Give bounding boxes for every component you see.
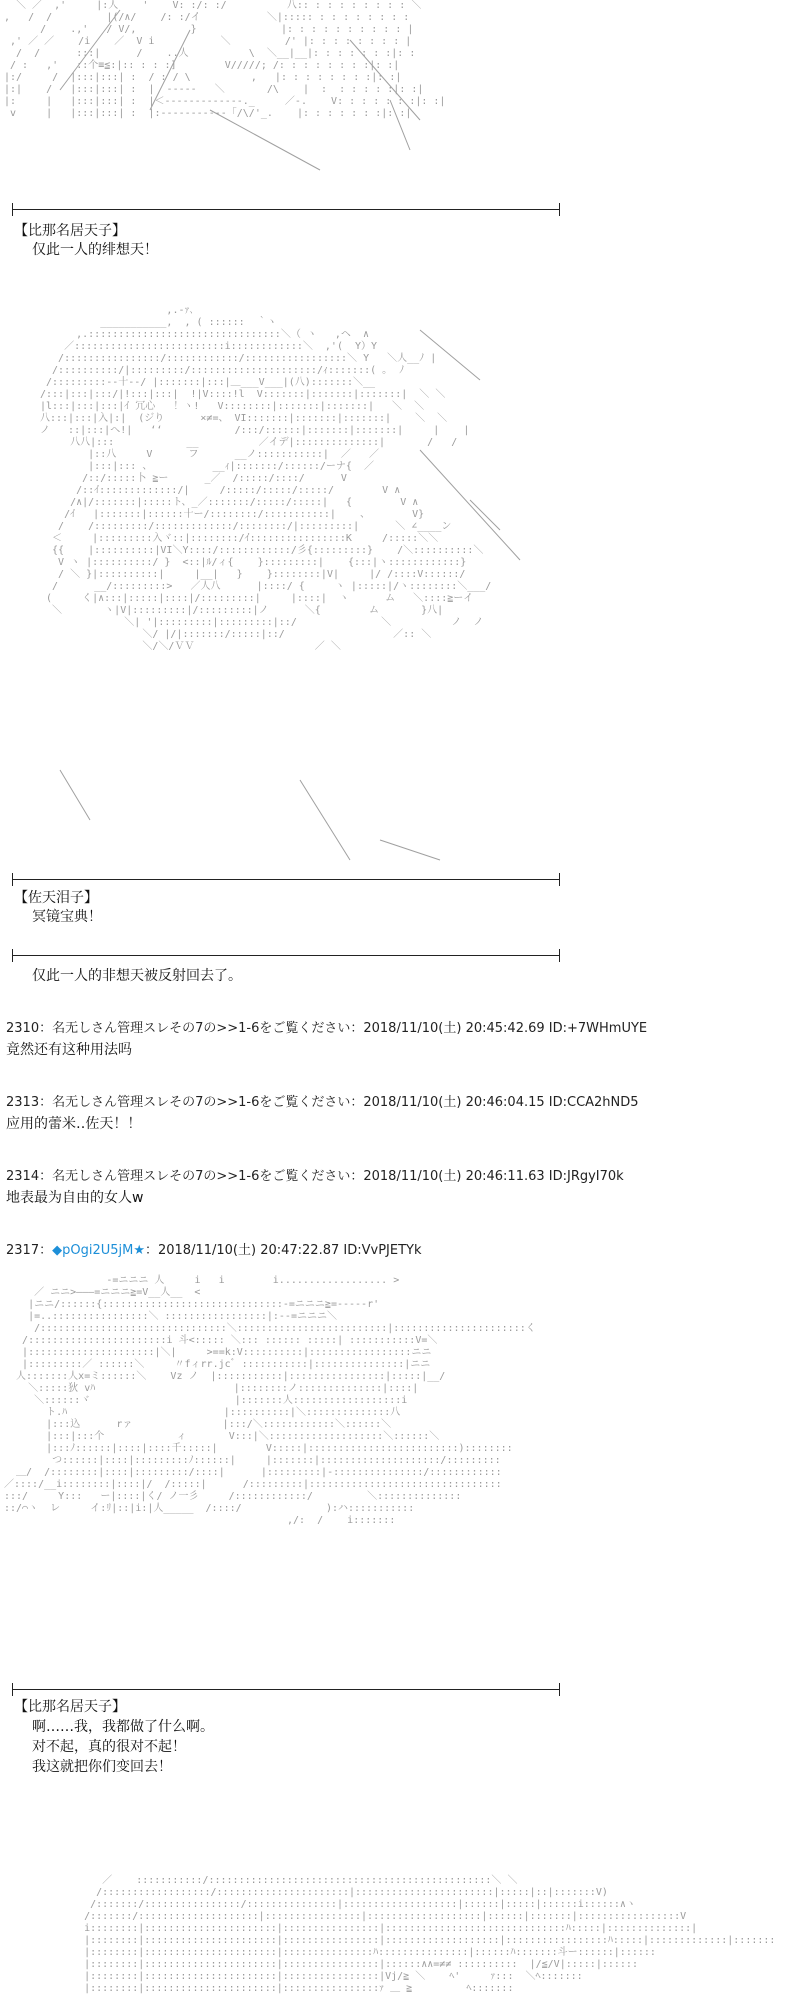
narration-line: 仅此一人的非想天被反射回去了。 — [32, 968, 242, 984]
divider-endcap-right — [559, 1683, 560, 1696]
ascii-art-panel-2: ,.‐ｧ､ ___________, , ( :::::: ｀ヽ ,.::::::::::::::::::::::::::::::::＼（ ヽ ,ヘ ∧ ／:::::::::::::::::::::::::i::::::::::::＼ ,'( Y）Y /::::::::::::::::/::::::::::::/:::::::::::::::::＼ Y ＼人__ﾉ | /::::::::::/|:::::::::/:::::::::::::::::::::/ｨ:::::::( ｡ ﾉ /:::::::::--十--/ |:::::::|:::|＿___V___|(八):::::::＼__ /:::|:::|:::/|!:::|:::| !|V::::!l V:::::::|:::::::|:::::::| ＼ ＼ |l:::|:::|:::|ｲ 冗心 ！ヽ! V::::::::|:::::::|:::::::| ＼ ＼ 八:::|:::|入|:| (ジり ×≠=、 VI:::::::|:::::::|:::::::| ＼ ＼ ノ ::|:::|へ!| ‘‘ /:::/::::::|:::::::|:::::::| | | 八八|::: __ ／イデ|::::::::::::::| / / |::八 V フ __ノ:::::::::::| ／ ／ |:::|::: 、 __ｨ|:::::::/::::::/ーナ{ ／ /::/:::::卜 ≧ー _／ /:::::/::::/ V /::ｲ:::::::::::::/| /:::::/:::::/:::::/ V ∧ /∧|/:::::::|:::::ト、_／:::::::/:::::/:::::| { V ∧ /ｲ |:::::::|::::::十ー/::::::::/:::::::::::| 、 V} / /:::::::::/:::::::::::::/::::::::/|:::::::::| ＼ ∠____ン ＜ |:::::::::入ヾ::|::::::::/ｲ::::::::::::::::K /:::::＼＼ {{ |::::::::::|VI＼Y::::/::::::::::::/彡{:::::::::} /＼::::::::::＼ V ヽ |::::::::::/ } <::|ﾙ/ィ{ }:::::::::| {:::|ヽ::::::::::::} / ＼ }|::::::::::| |__| } }::::::::|V| |/ /::::V::::::/ / __/:::::::::> ／人八 |::::/ { ヽ |:::::|/ヽ::::::::＼___/ ( く|∧:::|:::::|::::|/:::::::::| |::::| ヽ ム ＼::::≧ーイ ＼ ヽ|V|:::::::::|/:::::::::|ノ ＼{ ム }八| ＼| '|:::::::::|:::::::::|::/ ＼ ノ ノ ＼/ |/|:::::::/:::::|::/ ／:: ＼ ＼/＼/ＶＶ ／ ＼ — [40, 305, 492, 652]
star-icon: ★ — [133, 1243, 145, 1258]
post-meta: ：2018/11/10(土) 20:47:22.87 ID:VvPJETYk — [144, 1243, 422, 1258]
post-header: 2314：名无しさん管理スレその7の>>1-6をご覧ください：2018/11/10(土) 20:46:11.63 ID:JRgyI70k — [6, 1169, 624, 1184]
divider-endcap-right — [559, 949, 560, 962]
ascii-art-panel-3: -=ニニニ 人 i i i.................. > ／ ニニ>―――=ニニニ≧=V__人__ < |ニニ/::::::{::::::::::::::::::::::::::::::-=ニニニ≧=-----r' |=..::::::::::::::::＼ :::::::::::::::::|:--=ニニニ＼ /:::::::::::::::::::::::::::::::＼:::::::::::::::::::::::::|::::::::::::::::::::::く /:::::::::::::::::::::::i 斗<::::: ＼::: :::::: :::::| :::::::::::V=＼ |:::::::::::::::::::::|＼| >==k:V::::::::::|:::::::::::::::::ニニ |:::::::::／ ::::::＼ 〃fィrr.jcﾞ :::::::::::|:::::::::::::::|ニニ 人:::::::人x=ミ::::::＼ Vz ノ |:::::::::::|::::::::::::::::|:::::|__/ ＼:::::狄 vﾊ |::::::::ノ::::::::::::::|::::| ＼::::::ヾ |:::::::人::::::::::::::::::i ト.ﾊ |::::::::::|＼::::::::::::::八 |:::込 rァ |:::/＼::::::::::::＼::::::＼ |:::|:::个 ィ V:::|＼:::::::::::::::::::＼::::::＼ |:::ﾉ::::::|::::|::::千:::::| V:::::|:::::::::::::::::::::::::):::::::: つ::::::|::::|:::::::::ﾉ::::::| |:::::::|::::::::::::::::::::/::::::::: ＿/ /::::::::|::::|:::::::::/::::| |:::::::::|-:::::::::::::::/:::::::::::: ／::::/__i::::::::|::::|/ /:::::| /:::::::::|:::::::::::::::::::::::::::::::: :::/ Y::: ー|::::|く/ ノ一彡 /::::::::::::/ ＼:::::::::::::: ::/⌒ヽ レ イ:ﾘ|::|i:|人_____ /::::/ ):ハ::::::::::: ,/: / i::::::: — [4, 1275, 536, 1526]
divider-endcap-left — [12, 1683, 13, 1696]
dialogue-line: 啊……我，我都做了什么啊。 — [32, 1719, 214, 1735]
panel-divider — [12, 955, 560, 956]
speaker-name: 【佐天泪子】 — [14, 890, 98, 906]
panel-divider — [12, 1689, 560, 1690]
ascii-art-panel-4: ／ :::::::::::/:::::::::::::::::::::::::::::::::::::::::::::::＼ ＼ /::::::::::::::::::/::::::::::::::::::::::|:::::::::::::::::::::::|:::::|::|:::::::V) /:::::::/::::::::::::::::/:::::::::::::::|:::::::::::::::::::|::::::|:::::|::::::i::::::∧ヽ /:::::::/::::::::::::::::::::|::::::::::::::::|:::::::::::::::::::|::::::|:::::::|:::::::::::::::::V i::::::::|::::::::::::::::::::::|::::::::::::::::|::::::::::::::::::::::::::::::ﾊ:::::|::::::::::::::| |::::::::|::::::::::::::::::::::|::::::::::::::::|:::::::::::::::::::|:::::::::::::::::ﾊ:::::|:::::::::::::|::::::: |::::::::|::::::::::::::::::::::|:::::::::::::::ﾊ:::::::::::::::|::::::ﾊ:::::::斗ー::::::|:::::: |::::::::|::::::::::::::::::::::|::::::::::::::::|::::::∧∧=≠≠ :::::::::: |/≦/V|:::::|:::::: |::::::::|::::::::::::::::::::::|::::::::::::::::|Vj/≧ ＼ ﾍ' ｧ::: ＼ﾍ::::::: |::::::::|::::::::::::::::::::::|::::::::::::::::ｧ ＿ ≧ ﾍ::::::: — [84, 1875, 776, 1994]
dialogue-line: 对不起，真的很对不起！ — [32, 1739, 186, 1755]
art-sketch-2 — [0, 300, 600, 880]
speaker-name: 【比那名居天子】 — [14, 223, 126, 239]
speaker-name: 【比那名居天子】 — [14, 1699, 126, 1715]
post-body: 地表最为自由的女人w — [6, 1190, 144, 1206]
divider-endcap-right — [559, 873, 560, 886]
author-trip[interactable]: ◆pOgi2U5jM — [52, 1243, 134, 1258]
author-post-header — [6, 1242, 422, 1260]
divider-endcap-left — [12, 203, 13, 216]
dialogue-line: 我这就把你们变回去！ — [32, 1759, 172, 1775]
ascii-art-panel-1: ＼ ／ ,' |:人 ' V: :/: :/ 八:: : : : : : : : : ＼ , / / |(/∧/ /: :/イ ＼|::::: : : : : : : : : / .,' / V/, } |: : : : : : : : : : | ,' ／ ／ /i ／ V i ＼ /' |: : : : : : : : | / / :::| / ..人 \ ＼__|__|: : : : : : :|: : / : ,' ::个≡≦:|:: : : :] V/////; /: : : : : : : :|: :| |:/ / |:::|:::| : / : / \ , |: : : : : : : :|: :| |:| / |:::|:::| : | ----- ＼ /\ | : : : : : :|: :| |: | |:::|:::| : |＜-------------._ ／-. V: : : : : : :|: :| v | |:::|:::| : |:-----------「/\/'_. |: : : : : : :|: :| — [4, 0, 446, 119]
dialogue-line: 冥镜宝典！ — [32, 909, 102, 925]
post-header: 2313：名无しさん管理スレその7の>>1-6をご覧ください：2018/11/10(土) 20:46:04.15 ID:CCA2hND5 — [6, 1095, 639, 1110]
art-sketch-1 — [0, 0, 600, 205]
panel-divider — [12, 209, 560, 210]
post-header: 2310：名无しさん管理スレその7の>>1-6をご覧ください：2018/11/10(土) 20:45:42.69 ID:+7WHmUYE — [6, 1021, 648, 1036]
dialogue-line: 仅此一人的绯想天！ — [32, 242, 158, 258]
divider-endcap-left — [12, 873, 13, 886]
post-number: 2317： — [6, 1243, 53, 1258]
post-body: 应用的蕾米‥佐天！！ — [6, 1116, 142, 1132]
post-body: 竟然还有这种用法吗 — [6, 1042, 132, 1058]
divider-endcap-right — [559, 203, 560, 216]
divider-endcap-left — [12, 949, 13, 962]
panel-divider — [12, 879, 560, 880]
